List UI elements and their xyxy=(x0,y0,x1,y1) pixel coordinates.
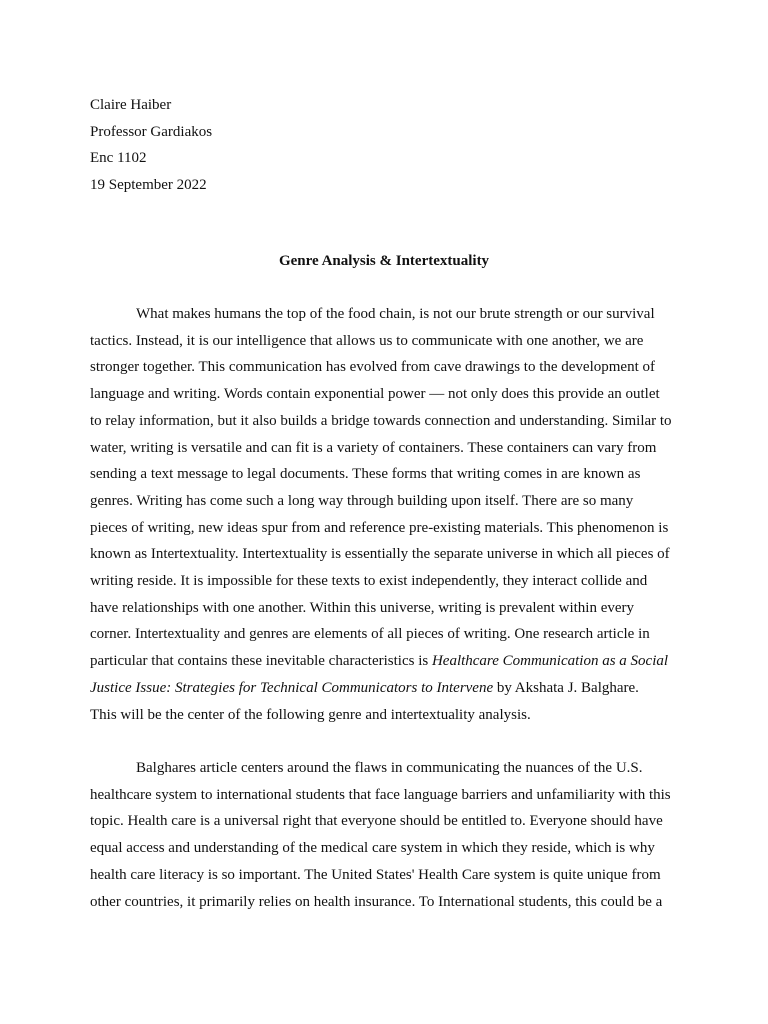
paragraph-line: sending a text message to legal documents. These forms that writing comes in are known as xyxy=(90,466,641,483)
paragraph-line xyxy=(90,648,672,675)
paragraph-line: healthcare system to international students that face language barriers and unfamiliarity with this xyxy=(90,786,671,803)
line-text: particular that contains these inevitable characteristics is xyxy=(90,653,432,670)
paragraph-line: known as Intertextuality. Intertextuality is essentially the separate universe in which all pieces of xyxy=(90,546,670,563)
paragraph-line: other countries, it primarily relies on health insurance. To International students, this could be a xyxy=(90,893,663,910)
document-title: Genre Analysis & Intertextuality xyxy=(278,253,490,269)
paragraph-line xyxy=(90,675,672,702)
paragraph-line: pieces of writing, new ideas spur from and reference pre-existing materials. This phenomenon is xyxy=(90,519,669,536)
cited-article-title-cont: Justice Issue: Strategies for Technical Communicators to Intervene xyxy=(90,679,494,696)
author-name: Claire Haiber xyxy=(90,97,172,113)
paragraph-line: stronger together. This communication has evolved from cave drawings to the development of xyxy=(90,359,655,376)
course-code: Enc 1102 xyxy=(90,150,147,166)
paragraph-line: Balghares article centers around the flaws in communicating the nuances of the U.S. xyxy=(136,760,643,776)
document-date: 19 September 2022 xyxy=(90,176,207,193)
professor-name: Professor Gardiakos xyxy=(90,123,213,140)
paragraph-line: topic. Health care is a universal right that everyone should be entitled to. Everyone should have xyxy=(90,813,663,830)
paragraph-line: This will be the center of the following genre and intertextuality analysis. xyxy=(90,706,531,723)
paragraph-2 xyxy=(90,755,671,915)
paragraph-line: health care literacy is so important. The United States' Health Care system is quite unique from xyxy=(90,866,661,883)
paragraph-line: water, writing is versatile and can fit is a variety of containers. These containers can vary from xyxy=(90,439,657,456)
paragraph-line: writing reside. It is impossible for these texts to exist independently, they interact collide and xyxy=(90,573,648,590)
paragraph-line: language and writing. Words contain exponential power — not only does this provide an outlet xyxy=(90,386,660,403)
paragraph-line: corner. Intertextuality and genres are elements of all pieces of writing. One research article in xyxy=(90,626,650,643)
cited-article-title: Healthcare Communication as a Social xyxy=(431,653,669,670)
line-text: by Akshata J. Balghare. xyxy=(493,679,639,696)
paragraph-line: have relationships with one another. Within this universe, writing is prevalent within every xyxy=(90,599,635,616)
paragraph-line: genres. Writing has come such a long way through building upon itself. There are so many xyxy=(90,492,634,509)
paragraph-line: What makes humans the top of the food chain, is not our brute strength or our survival xyxy=(136,306,655,322)
paragraph-line: to relay information, but it also builds a bridge towards connection and understanding. Similar to xyxy=(90,412,672,429)
paragraph-line: equal access and understanding of the medical care system in which they reside, which is why xyxy=(90,840,655,857)
header-block xyxy=(90,92,212,198)
paragraph-line: tactics. Instead, it is our intelligence that allows us to communicate with one another, we are xyxy=(90,332,644,349)
paragraph-1 xyxy=(90,301,672,728)
